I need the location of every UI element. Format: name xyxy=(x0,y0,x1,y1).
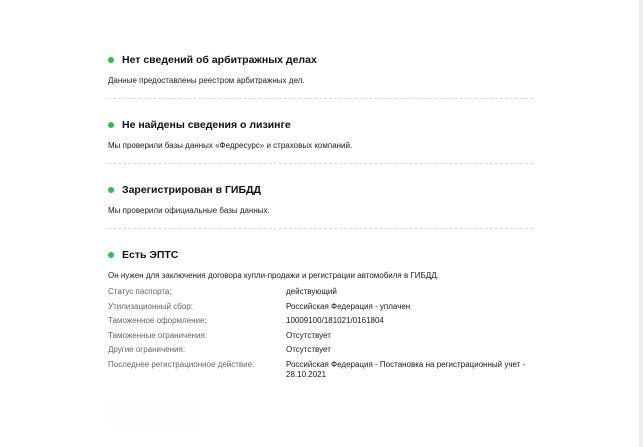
check-title: Не найдены сведения о лизинге xyxy=(122,119,291,131)
detail-label: Таможенные ограничения: xyxy=(108,330,208,340)
detail-label: Утилизационный сбор: xyxy=(108,301,193,311)
detail-value: Отсутствует xyxy=(286,330,331,340)
detail-label: Другие ограничения: xyxy=(108,345,186,354)
detail-row-last-registration xyxy=(108,360,533,380)
detail-row-passport-status xyxy=(108,287,533,297)
detail-label: Последнее регистрационное действие: xyxy=(108,359,255,369)
check-description: Он нужен для заключения договора купли-продажи и регистрации автомобиля в ГИБДД. xyxy=(108,271,439,280)
detail-label: Таможенное оформление: xyxy=(108,316,207,325)
detail-value: действующий xyxy=(286,287,337,296)
detail-label: Статус паспорта: xyxy=(108,287,172,296)
check-title: Есть ЭПТС xyxy=(122,249,179,261)
detail-row-other-restrictions xyxy=(108,345,533,355)
check-heading xyxy=(108,116,533,134)
status-ok-icon xyxy=(108,122,114,128)
faded-footer-area xyxy=(110,402,200,432)
detail-value: Российская Федерация - уплачен xyxy=(286,301,411,311)
detail-value: Российская Федерация - Постановка на регистрационный учет - 28.10.2021 xyxy=(286,359,526,379)
check-description: Мы проверили официальные базы данных. xyxy=(108,206,270,215)
check-gibdd-registration xyxy=(108,181,533,229)
status-ok-icon xyxy=(108,252,114,258)
check-title: Зарегистрирован в ГИБДД xyxy=(122,184,261,196)
report-checks-list xyxy=(108,51,533,396)
epts-details-table xyxy=(108,287,533,380)
status-ok-icon xyxy=(108,57,114,63)
check-description: Данные предоставлены реестром арбитражных дел. xyxy=(108,76,305,85)
detail-value: 10009100/181021/0161804 xyxy=(286,316,384,325)
detail-row-customs-restrictions xyxy=(108,331,533,341)
detail-value: Отсутствует xyxy=(286,345,331,354)
detail-row-recycling-fee xyxy=(108,302,533,312)
check-title: Нет сведений об арбитражных делах xyxy=(122,54,317,66)
check-heading xyxy=(108,246,533,264)
check-description: Мы проверили базы данных «Федресурс» и страховых компаний. xyxy=(108,141,353,150)
detail-row-customs-clearance xyxy=(108,316,533,326)
check-epts xyxy=(108,246,533,396)
check-leasing xyxy=(108,116,533,164)
check-arbitration xyxy=(108,51,533,99)
check-heading xyxy=(108,181,533,199)
check-heading xyxy=(108,51,533,69)
page-right-border xyxy=(639,0,643,447)
status-ok-icon xyxy=(108,187,114,193)
